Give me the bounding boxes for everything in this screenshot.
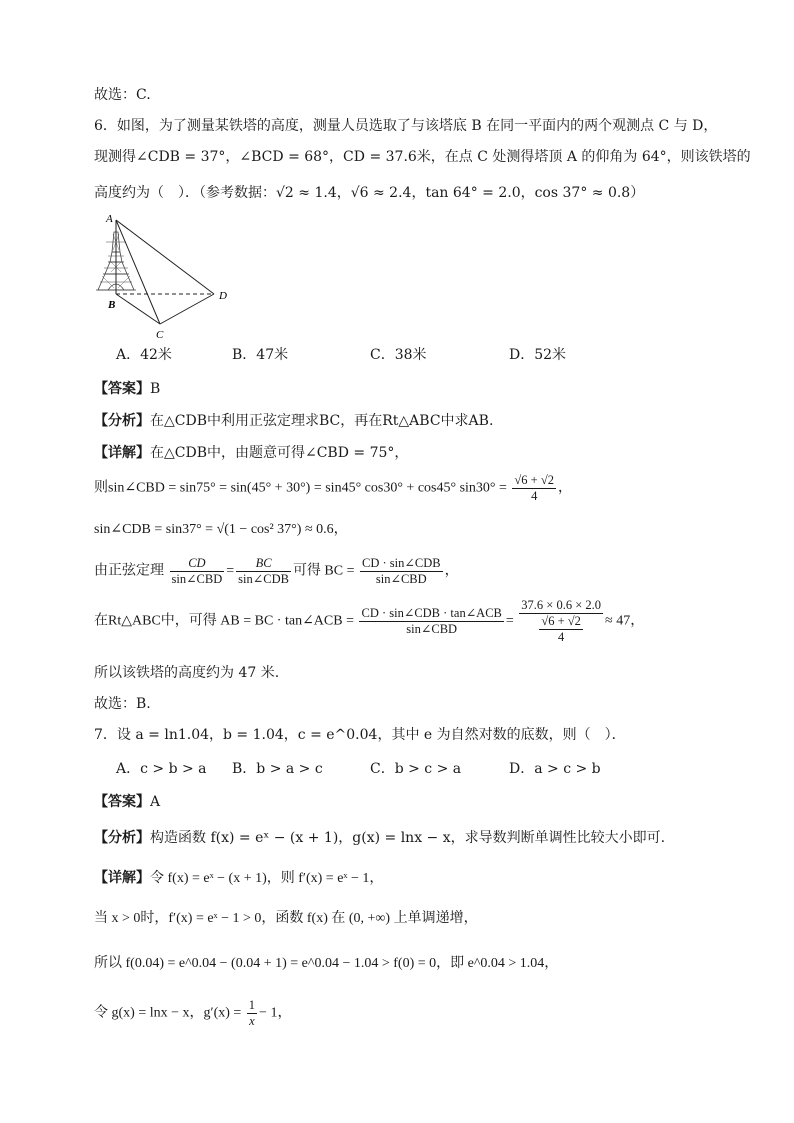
label-A: A bbox=[106, 213, 113, 225]
fraction-numerator: 1 bbox=[248, 998, 256, 1012]
fraction-denominator: sin∠CBD bbox=[375, 572, 427, 586]
answer-tag: 【答案】 bbox=[94, 794, 150, 810]
fraction-denominator bbox=[519, 614, 603, 645]
q7-option-d[interactable]: D．a > c > b bbox=[509, 761, 601, 777]
fraction-numerator: BC bbox=[236, 556, 291, 572]
answer-value: B bbox=[150, 381, 161, 397]
fraction bbox=[247, 998, 257, 1029]
q7-stem bbox=[94, 725, 626, 745]
q7-detail-4 bbox=[94, 998, 291, 1029]
detail-4-mid: 可得 BC = bbox=[292, 563, 355, 579]
label-B: B bbox=[108, 299, 116, 311]
detail-5-expr: AB = BC · tan∠ACB = bbox=[220, 613, 354, 629]
q6-option-d[interactable]: D．52米 bbox=[509, 347, 567, 363]
detail-4-end: − 1， bbox=[259, 1005, 292, 1021]
detail-tag: 【详解】 bbox=[94, 445, 150, 461]
fraction-numerator: CD · sin∠CDB · tan∠ACB bbox=[361, 606, 502, 620]
inner-fraction bbox=[539, 614, 583, 645]
answer-value: A bbox=[150, 794, 161, 810]
q7-detail-1 bbox=[94, 869, 383, 889]
q7-option-a[interactable]: A．c > b > a bbox=[116, 761, 207, 777]
q7-number: 7． bbox=[94, 727, 117, 743]
tower-triangle-figure bbox=[94, 212, 244, 342]
answer-tag: 【答案】 bbox=[94, 381, 150, 397]
q7-option-b[interactable]: B．b > a > c bbox=[232, 761, 323, 777]
detail-5-end: ≈ 47， bbox=[605, 613, 645, 629]
fraction-denominator: sin∠CBD bbox=[171, 572, 223, 586]
fraction bbox=[170, 556, 225, 587]
fraction-denominator: x bbox=[249, 1014, 255, 1028]
fraction bbox=[359, 606, 503, 637]
detail-text: 令 f(x) = eˣ − (x + 1)，则 f′(x) = eˣ − 1， bbox=[150, 871, 384, 886]
q6-detail-3: sin∠CDB = sin37° = √(1 − cos² 37°) ≈ 0.6， bbox=[94, 522, 348, 537]
fraction-denominator: sin∠CBD bbox=[406, 622, 458, 636]
analysis-text: 构造函数 f(x) = eˣ − (x + 1)，g(x) = lnx − x，求导数判断单调性比较大小即可. bbox=[150, 830, 666, 846]
fraction bbox=[360, 556, 443, 587]
q6-detail-5: 在Rt△ABC中，可得 AB = BC · tan∠ACB = $\frac{\text{CD · sin∠CDB · tan∠ACB}}{\text{sin∠CBD}}$ = $\frac{37.6 \times 0.6 \times 2.0}{\frac{√6 + √2}{4}}$ ≈ 47， bbox=[94, 598, 645, 644]
q6-detail-4: 由正弦定理 $\frac{CD}{\text{sin∠CBD}}$ = $\frac{BC}{\text{sin∠CDB}}$ 可得 BC = $\frac{\text{CD · sin∠CDB}}{\text{sin∠CBD}}$ ， bbox=[94, 556, 459, 586]
analysis-tag: 【分析】 bbox=[94, 413, 150, 429]
q6-option-a[interactable]: A．42米 bbox=[116, 347, 172, 363]
q6-answer bbox=[94, 379, 160, 399]
q7-detail-3: 所以 f(0.04) = e^0.04 − (0.04 + 1) = e^0.04 − 1.04 > f(0) = 0，即 e^0.04 > 1.04， bbox=[94, 956, 559, 971]
inner-denominator: 4 bbox=[558, 630, 565, 644]
fraction bbox=[512, 473, 556, 504]
q5-conclusion: 故选：C. bbox=[94, 87, 151, 103]
q7-detail-2: 当 x > 0时，f′(x) = eˣ − 1 > 0，函数 f(x) 在 (0, +∞) 上单调递增， bbox=[94, 911, 478, 926]
fraction-numerator: CD bbox=[170, 556, 225, 572]
q6-detail-2: 则sin∠CBD = sin75° = sin(45° + 30°) = sin45° cos30° + cos45° sin30° = $\frac{√6 + √2}{4}$ ， bbox=[94, 473, 572, 503]
q6-stem-line3: 高度约为（ ）．（参考数据：√2 ≈ 1.4，√6 ≈ 2.4，tan 64° = 2.0，cos 37° ≈ 0.8） bbox=[94, 185, 645, 201]
inner-numerator: √6 + √2 bbox=[541, 614, 581, 628]
fraction-numerator: CD · sin∠CDB bbox=[362, 556, 441, 570]
q6-option-b[interactable]: B．47米 bbox=[232, 347, 289, 363]
fraction bbox=[236, 556, 291, 587]
q6-stem-line2: 现测得∠CDB = 37°，∠BCD = 68°，CD = 37.6米，在点 C 处测得塔顶 A 的仰角为 64°，则该铁塔的 bbox=[94, 149, 751, 165]
analysis-text: 在△CDB中利用正弦定理求BC，再在Rt△ABC中求AB. bbox=[150, 413, 494, 429]
q6-analysis bbox=[94, 411, 493, 431]
label-D: D bbox=[219, 290, 227, 302]
detail-4-prefix: 令 g(x) = lnx − x，g′(x) = bbox=[94, 1005, 242, 1021]
detail-5-prefix: 在Rt△ABC中，可得 bbox=[94, 613, 217, 629]
detail-2-expr: 则sin∠CBD = sin75° = sin(45° + 30°) = sin45° cos30° + cos45° sin30° = bbox=[94, 480, 507, 496]
detail-tag: 【详解】 bbox=[94, 871, 150, 886]
detail-4-prefix: 由正弦定理 bbox=[94, 563, 164, 579]
q6-detail-1 bbox=[94, 443, 408, 463]
q7-option-c[interactable]: C．b > c > a bbox=[370, 761, 462, 777]
fraction-denominator: 4 bbox=[531, 489, 538, 503]
q6-end: 故选：B. bbox=[94, 696, 151, 712]
q7-answer bbox=[94, 792, 160, 812]
q6-stem-text-1: 如图，为了测量某铁塔的高度，测量人员选取了与该塔底 B 在同一平面内的两个观测点 C 与 D， bbox=[116, 118, 718, 134]
q7-analysis bbox=[94, 828, 665, 848]
q6-number: 6． bbox=[94, 118, 117, 134]
fraction-numerator: 37.6 × 0.6 × 2.0 bbox=[521, 598, 602, 612]
q6-option-c[interactable]: C．38米 bbox=[370, 347, 427, 363]
compound-fraction bbox=[519, 598, 603, 645]
fraction-denominator: sin∠CDB bbox=[238, 572, 289, 586]
fraction-numerator: √6 + √2 bbox=[514, 473, 554, 487]
analysis-tag: 【分析】 bbox=[94, 830, 150, 846]
q6-stem-line1 bbox=[94, 116, 717, 136]
q6-conclusion: 所以该铁塔的高度约为 47 米. bbox=[94, 665, 280, 681]
detail-text: 在△CDB中，由题意可得∠CBD = 75°， bbox=[150, 445, 409, 461]
q7-stem-text: 设 a = ln1.04，b = 1.04，c = e^0.04，其中 e 为自然对数的底数，则（ ）． bbox=[116, 727, 626, 743]
line-CD bbox=[160, 294, 214, 324]
label-C: C bbox=[156, 329, 164, 341]
